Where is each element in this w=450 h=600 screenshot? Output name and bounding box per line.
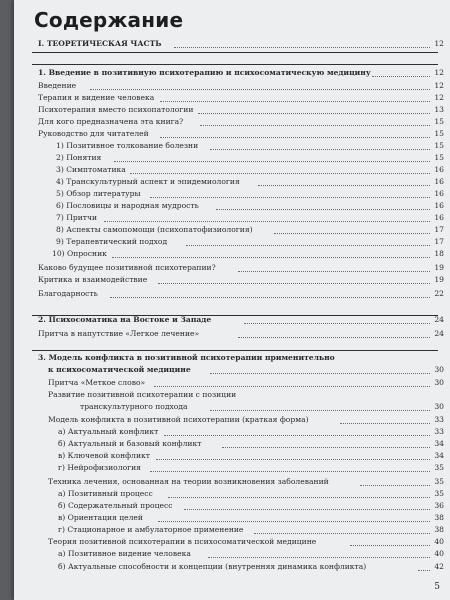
toc-entry[interactable]	[14, 212, 450, 224]
toc-entry-text: б) Актуальный и базовый конфликт	[58, 439, 202, 448]
toc-entry[interactable]	[14, 248, 450, 260]
toc-entry-page: 34	[434, 451, 444, 460]
leader-dots	[222, 447, 430, 448]
leader-dots	[174, 47, 430, 48]
toc-entry-text: г) Стационарное и амбулаторное применение	[58, 525, 244, 534]
toc-entry[interactable]	[14, 426, 450, 438]
toc-entry-text: 9) Терапевтический подход	[56, 237, 168, 246]
toc-entry[interactable]	[14, 364, 450, 376]
leader-dots	[160, 137, 430, 138]
leader-dots	[186, 245, 430, 246]
toc-entry-text: Для кого предназначена эта книга?	[38, 117, 184, 126]
leader-dots	[258, 185, 430, 186]
toc-entry-text: 1. Введение в позитивную психотерапию и психосоматическую медицину	[38, 68, 371, 77]
toc-entry-text: 1) Позитивное толкование болезни	[56, 141, 199, 150]
toc-entry-text: Терапия и видение человека	[38, 93, 155, 102]
leader-dots	[216, 209, 430, 210]
table-of-contents	[14, 0, 450, 600]
toc-entry[interactable]	[14, 352, 450, 364]
book-page	[14, 0, 450, 600]
toc-entry[interactable]	[14, 548, 450, 560]
leader-dots	[274, 233, 430, 234]
toc-entry[interactable]	[14, 561, 450, 573]
toc-entry-page: 19	[434, 275, 444, 284]
toc-entry-text: 3) Симптоматика	[56, 165, 126, 174]
toc-entry[interactable]	[14, 116, 450, 128]
toc-entry-text: Теория позитивной психотерапии в психосоматической медицине	[48, 537, 317, 546]
toc-entry-page: 35	[434, 489, 444, 498]
toc-entry[interactable]	[14, 104, 450, 116]
leader-dots	[150, 197, 430, 198]
toc-entry[interactable]	[14, 38, 450, 50]
toc-entry-page: 30	[434, 378, 444, 387]
page-number: 5	[434, 582, 440, 592]
leader-dots	[208, 557, 430, 558]
leader-dots	[154, 386, 430, 387]
toc-entry[interactable]	[14, 140, 450, 152]
toc-entry-page: 16	[434, 201, 444, 210]
toc-entry-page: 19	[434, 263, 444, 272]
toc-entry-page: 12	[434, 93, 444, 102]
toc-entry-text: Благодарность	[38, 289, 98, 298]
toc-entry-text: Техника лечения, основанная на теории возникновения заболеваний	[48, 477, 329, 486]
toc-entry-text: 7) Притчи	[56, 213, 98, 222]
toc-entry[interactable]	[14, 438, 450, 450]
toc-entry[interactable]	[14, 377, 450, 389]
leader-dots	[418, 570, 430, 571]
toc-entry[interactable]	[14, 288, 450, 300]
toc-entry-page: 12	[434, 39, 444, 48]
toc-entry-text: 2. Психосоматика на Востоке и Западе	[38, 315, 212, 324]
toc-entry[interactable]	[14, 500, 450, 512]
toc-entry-page: 35	[434, 477, 444, 486]
toc-entry-text: б) Содержательный процесс	[58, 501, 173, 510]
toc-entry-text: 6) Пословицы и народная мудрость	[56, 201, 199, 210]
toc-entry-page: 22	[434, 289, 444, 298]
toc-entry-page: 30	[434, 402, 444, 411]
toc-entry-text: транскультурного подхода	[80, 402, 188, 411]
toc-entry-page: 16	[434, 213, 444, 222]
leader-dots	[210, 373, 430, 374]
leader-dots	[210, 410, 430, 411]
leader-dots	[372, 76, 430, 77]
toc-entry-page: 34	[434, 439, 444, 448]
toc-entry[interactable]	[14, 67, 450, 79]
toc-entry-page: 38	[434, 513, 444, 522]
toc-entry-page: 18	[434, 249, 444, 258]
toc-entry-text: Развитие позитивной психотерапии с позиции	[48, 390, 237, 399]
toc-entry[interactable]	[14, 188, 450, 200]
toc-entry[interactable]	[14, 80, 450, 92]
toc-entry-text: б) Актуальные способности и концепции (внутренняя динамика конфликта)	[58, 562, 367, 571]
leader-dots	[238, 271, 430, 272]
toc-entry-text: Модель конфликта в позитивной психотерапии (краткая форма)	[48, 415, 309, 424]
toc-entry-text: Руководство для читателей	[38, 129, 149, 138]
toc-entry[interactable]	[14, 200, 450, 212]
leader-dots	[110, 297, 430, 298]
toc-entry-text: Притча «Меткое слово»	[48, 378, 146, 387]
toc-entry-text: в) Ключевой конфликт	[58, 451, 150, 460]
page-title: Содержание	[34, 8, 184, 32]
toc-entry[interactable]	[14, 262, 450, 274]
toc-entry-text: г) Нейрофизиология	[58, 463, 141, 472]
toc-entry-page: 12	[434, 68, 444, 77]
toc-entry-page: 24	[434, 315, 444, 324]
toc-entry-page: 16	[434, 189, 444, 198]
toc-entry-text: а) Позитивное видение человека	[58, 549, 191, 558]
toc-entry[interactable]	[14, 476, 450, 488]
toc-entry-text: 2) Понятия	[56, 153, 102, 162]
toc-entry[interactable]	[14, 128, 450, 140]
toc-entry-text: Притча в напутствие «Легкое лечение»	[38, 329, 200, 338]
toc-entry-page: 42	[434, 562, 444, 571]
toc-entry-text: в) Ориентация целей	[58, 513, 143, 522]
toc-entry-page: 16	[434, 177, 444, 186]
toc-entry[interactable]	[14, 450, 450, 462]
toc-entry[interactable]	[14, 152, 450, 164]
toc-entry[interactable]	[14, 389, 450, 401]
toc-entry-text: Критика и взаимодействие	[38, 275, 148, 284]
toc-entry[interactable]	[14, 176, 450, 188]
leader-dots	[158, 521, 430, 522]
toc-entry-page: 15	[434, 153, 444, 162]
toc-entry-text: Психотерапия вместо психопатологии	[38, 105, 194, 114]
leader-dots	[244, 323, 430, 324]
toc-entry-text: к психосоматической медицине	[48, 365, 191, 374]
toc-entry-text: Каково будущее позитивной психотерапии?	[38, 263, 216, 272]
leader-dots	[238, 337, 430, 338]
toc-entry-page: 35	[434, 463, 444, 472]
toc-entry[interactable]	[14, 236, 450, 248]
leader-dots	[112, 257, 430, 258]
toc-entry-text: I. ТЕОРЕТИЧЕСКАЯ ЧАСТЬ	[38, 39, 162, 48]
toc-entry[interactable]	[14, 488, 450, 500]
leader-dots	[114, 161, 430, 162]
toc-entry-page: 33	[434, 427, 444, 436]
toc-entry-text: 8) Аспекты самопомощи (психопатофизиология)	[56, 225, 253, 234]
toc-entry-page: 13	[434, 105, 444, 114]
leader-dots	[254, 533, 430, 534]
toc-entry[interactable]	[14, 92, 450, 104]
toc-entry-page: 15	[434, 117, 444, 126]
leader-dots	[130, 173, 430, 174]
toc-entry[interactable]	[14, 224, 450, 236]
leader-dots	[150, 471, 430, 472]
toc-entry-page: 40	[434, 549, 444, 558]
leader-dots	[160, 101, 430, 102]
toc-entry-page: 36	[434, 501, 444, 510]
leader-dots	[156, 459, 430, 460]
toc-entry[interactable]	[14, 401, 450, 413]
toc-entry[interactable]	[14, 274, 450, 286]
leader-dots	[340, 423, 430, 424]
toc-entry-text: 4) Транскультурный аспект и эпидемиология	[56, 177, 240, 186]
toc-entry-page: 40	[434, 537, 444, 546]
toc-entry-text: Введение	[38, 81, 77, 90]
toc-entry-page: 30	[434, 365, 444, 374]
leader-dots	[198, 113, 430, 114]
toc-entry-page: 15	[434, 141, 444, 150]
toc-entry-page: 15	[434, 129, 444, 138]
toc-entry[interactable]	[14, 164, 450, 176]
toc-entry-text: а) Актуальный конфликт	[58, 427, 159, 436]
toc-entry[interactable]	[14, 512, 450, 524]
toc-entry[interactable]	[14, 328, 450, 340]
leader-dots	[164, 435, 430, 436]
leader-dots	[184, 509, 430, 510]
leader-dots	[90, 89, 430, 90]
leader-dots	[158, 283, 430, 284]
toc-entry[interactable]	[14, 314, 450, 326]
toc-entry[interactable]	[14, 414, 450, 426]
toc-entry-text: 3. Модель конфликта в позитивной психотерапии применительно	[38, 353, 335, 362]
toc-entry-page: 17	[434, 237, 444, 246]
toc-entry-text: 10) Опросник	[52, 249, 107, 258]
leader-dots	[360, 485, 430, 486]
toc-entry-text: а) Позитивный процесс	[58, 489, 153, 498]
toc-entry-page: 12	[434, 81, 444, 90]
toc-entry[interactable]	[14, 536, 450, 548]
leader-dots	[168, 497, 430, 498]
toc-entry-page: 16	[434, 165, 444, 174]
toc-entry-page: 24	[434, 329, 444, 338]
toc-entry-text: 5) Обзор литературы	[56, 189, 141, 198]
toc-entry[interactable]	[14, 462, 450, 474]
toc-entry-page: 33	[434, 415, 444, 424]
toc-entry-page: 38	[434, 525, 444, 534]
leader-dots	[200, 125, 430, 126]
toc-entry[interactable]	[14, 524, 450, 536]
leader-dots	[210, 149, 430, 150]
toc-entry-page: 17	[434, 225, 444, 234]
leader-dots	[104, 221, 430, 222]
leader-dots	[350, 545, 430, 546]
